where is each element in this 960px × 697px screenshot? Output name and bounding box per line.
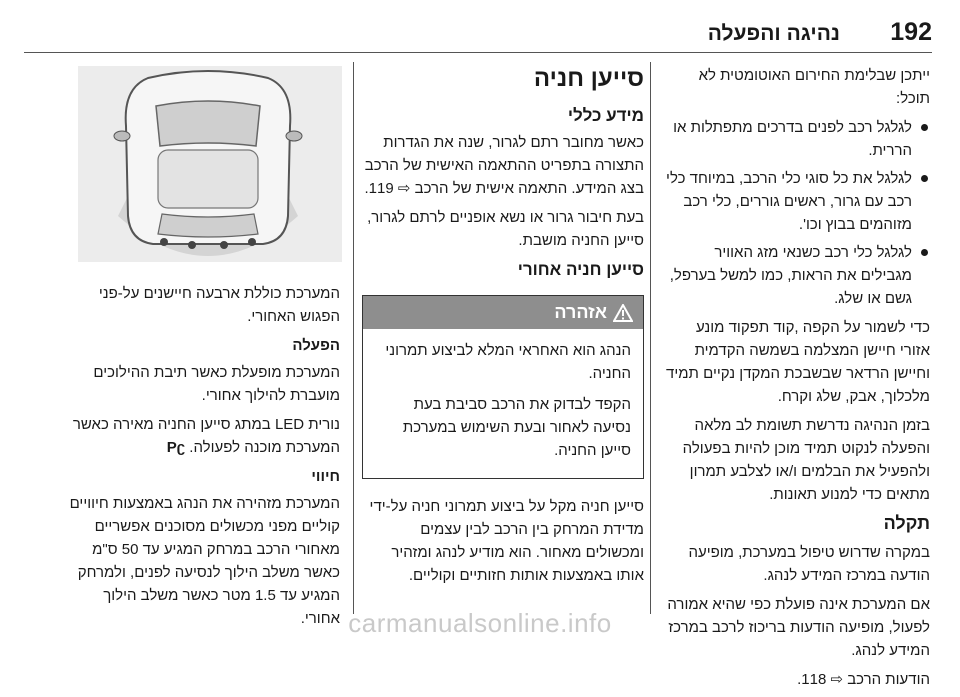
car-top-view-icon [78, 66, 342, 262]
warning-triangle-icon [613, 304, 633, 322]
list-item: לגלגל את כל סוגי כלי הרכב, במיוחד כלי רכב עם גרור, ראשים גוררים, כלי רכב מזוהמים בבוץ וכו'. [665, 167, 930, 236]
activation-paragraph: המערכת מופעלת כאשר תיבת ההילוכים מועברת להילוך אחורי. [93, 364, 340, 404]
header-divider [24, 52, 932, 53]
parking-sensor-illustration [78, 66, 342, 262]
watermark: carmanualsonline.info [348, 608, 612, 638]
column-divider-right [650, 62, 651, 614]
warning-body [363, 329, 643, 478]
subsection-heading: מידע כללי [567, 106, 644, 125]
general-paragraph: בעת חיבור גרור או נשא אופניים לרתם לגרור, סייען החניה מושבת. [367, 209, 644, 249]
intro-paragraph: ייתכן שבלימת החירום האוטומטית לא תוכל: [698, 67, 930, 107]
section-heading: סייען חניה [533, 65, 644, 92]
general-paragraph: כאשר מחובר רתם לגרור, שנה את הגדרות התצורה בתפריט ההתאמה האישית של הרכב בצג המידע. התאמה אישית של הרכב ⇨ 119. [364, 134, 644, 197]
warning-paragraph: הקפד לבדוק את הרכב סביבת בעת נסיעה לאחור ובעת השימוש במערכת סייען החניה. [402, 396, 631, 459]
list-item: לגלגל כלי רכב כשנאי מזג האוויר מגבילים את הראות, כמו למשל בערפל, גשם או שלג. [665, 241, 930, 310]
warning-title: אזהרה [554, 302, 607, 322]
driver-paragraph: בזמן הנהיגה נדרשת תשומת לב מלאה והפעלה לנקוט תמיד מוכן להיות בפעולה ולהפעיל את הבלמים ו/או לצלבע תמרון מתאים כדי למנוע תאונות. [682, 417, 930, 503]
warning-header [363, 296, 643, 329]
sensor-paragraph: כדי לשמור על הקפה ,קוד תפקוד מונע אזורי חיישן המצלמה בשמשה הקדמית וחיישן הרדאר שבשבכת המקדן נקיים תמיד מלכלוך, אבק, שלג וקרח. [666, 319, 930, 405]
activation-heading: הפעלה [292, 337, 340, 354]
fault-heading: תקלה [883, 513, 930, 533]
middle-column [362, 64, 644, 593]
fault-paragraph: במקרה שדרוש טיפול במערכת, מופיעה הודעה במרכז המידע לנהג. [688, 544, 930, 584]
right-column [665, 64, 930, 697]
page-number: 192 [890, 18, 932, 46]
subsection-heading: סייען חניה אחורי [517, 260, 644, 279]
limitations-list [665, 116, 930, 310]
left-column [60, 282, 340, 636]
column-divider-left [353, 62, 354, 614]
header-title: נהיגה והפעלה [707, 22, 840, 45]
indication-heading: חיווי [311, 468, 340, 485]
list-item: לגלגל רכב לפנים בדרכים מתפתלות או הררית. [665, 116, 930, 162]
warning-box [362, 295, 644, 479]
activation-paragraph [60, 413, 340, 459]
activation-text: נורית LED במתג סייען החניה מאירה כאשר המערכת מוכנה לפעולה. [72, 416, 340, 456]
illustration-caption: המערכת כוללת ארבעה חיישנים על-פני הפגוש האחורי. [98, 285, 340, 325]
indication-paragraph: המערכת מזהירה את הנהג באמצעות חיוויים קוליים מפני מכשולים מסוכנים אפשריים מאחורי הרכב במרחק המגיע עד 50 ס"מ כאשר משלב הילוך לנסיעה לפנים, ולמרחק המגיע עד 1.5 מטר כאשר משלב הילוך אחורי. [69, 495, 340, 627]
description-paragraph: סייען חניה מקל על ביצוע תמרוני חניה על-ידי מדידת המרחק בין הרכב לבין עצמים ומכשולים מאחור. הוא מודיע לנהג ומזהיר אותו באמצעות אותות חזותיים וקוליים. [369, 498, 644, 584]
parking-assist-symbol: Pʗ [166, 439, 186, 456]
fault-paragraph: אם המערכת אינה פועלת כפי שהיא אמורה לפעול, מופיעה הודעות בריכוז לרכב במרכז המידע לנהג. [667, 596, 930, 659]
warning-paragraph: הנהג הוא האחראי המלא לביצוע תמרוני החניה. [385, 342, 631, 382]
cross-reference: הודעות הרכב ⇨ 118. [797, 671, 930, 688]
